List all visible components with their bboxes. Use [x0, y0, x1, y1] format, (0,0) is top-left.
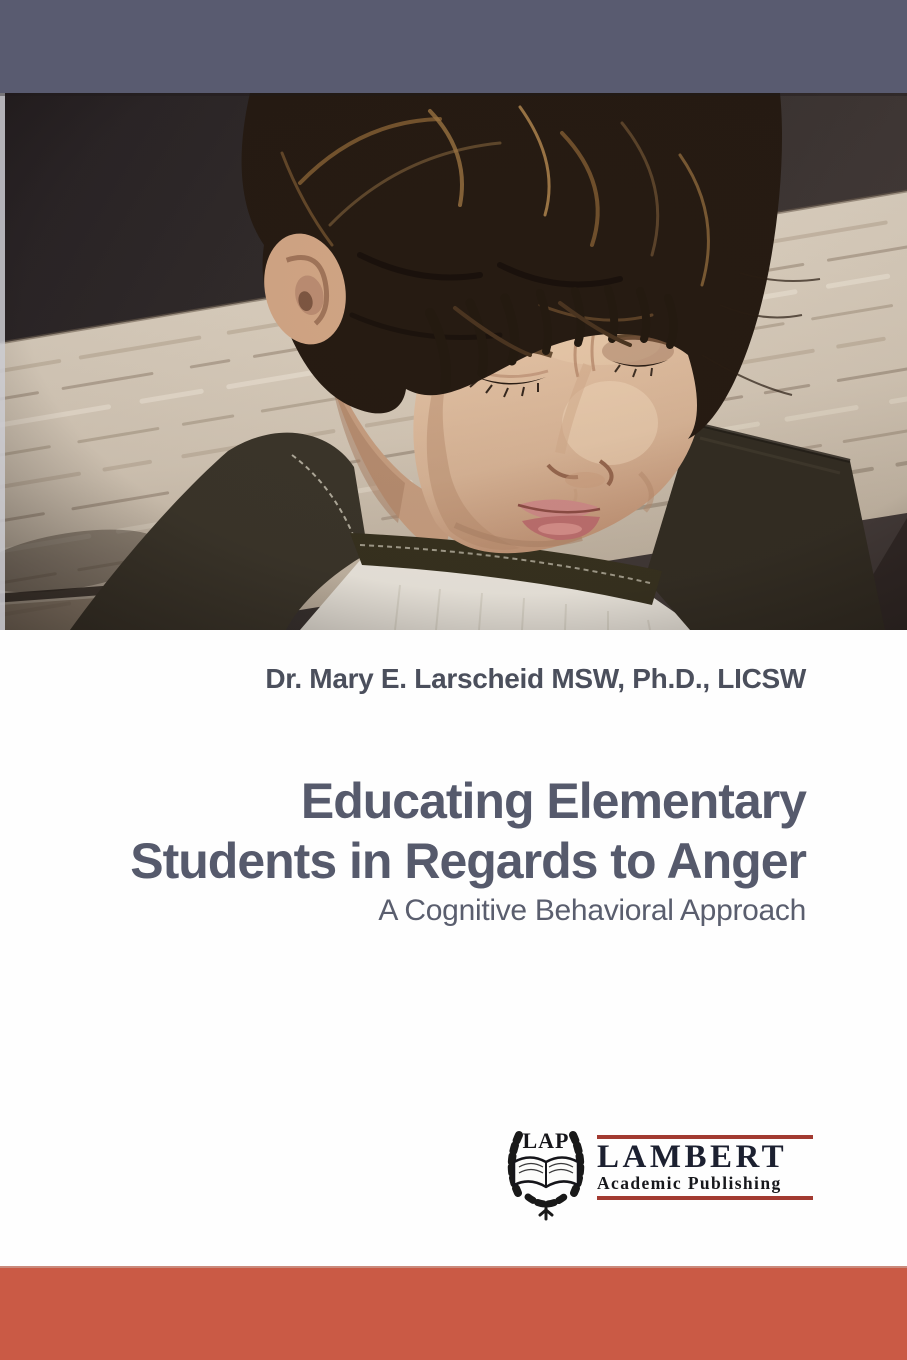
boy-looking-down-illustration — [0, 93, 907, 630]
photo-left-edge — [0, 93, 5, 630]
top-band — [0, 0, 907, 93]
lap-monogram: LAP — [522, 1128, 570, 1153]
open-book-icon — [514, 1158, 578, 1188]
cover-photo — [0, 93, 907, 630]
book-title — [130, 771, 806, 891]
publisher-wordmark — [597, 1135, 813, 1200]
photo-top-edge — [0, 93, 907, 96]
photo-vignette — [0, 93, 907, 630]
publisher-logo — [504, 1123, 813, 1221]
title-line-2: Students in Regards to Anger — [130, 833, 806, 889]
publisher-tagline: Academic Publishing — [597, 1173, 782, 1193]
lap-emblem-icon — [504, 1123, 588, 1221]
author-name: Dr. Mary E. Larscheid MSW, Ph.D., LICSW — [265, 663, 806, 694]
book-subtitle: A Cognitive Behavioral Approach — [378, 894, 806, 927]
laurel-bottom — [528, 1197, 564, 1204]
title-line-1: Educating Elementary — [300, 773, 806, 829]
logo-rule-bottom — [597, 1196, 813, 1200]
publisher-name: LAMBERT — [597, 1139, 788, 1175]
bottom-band — [0, 1266, 907, 1360]
